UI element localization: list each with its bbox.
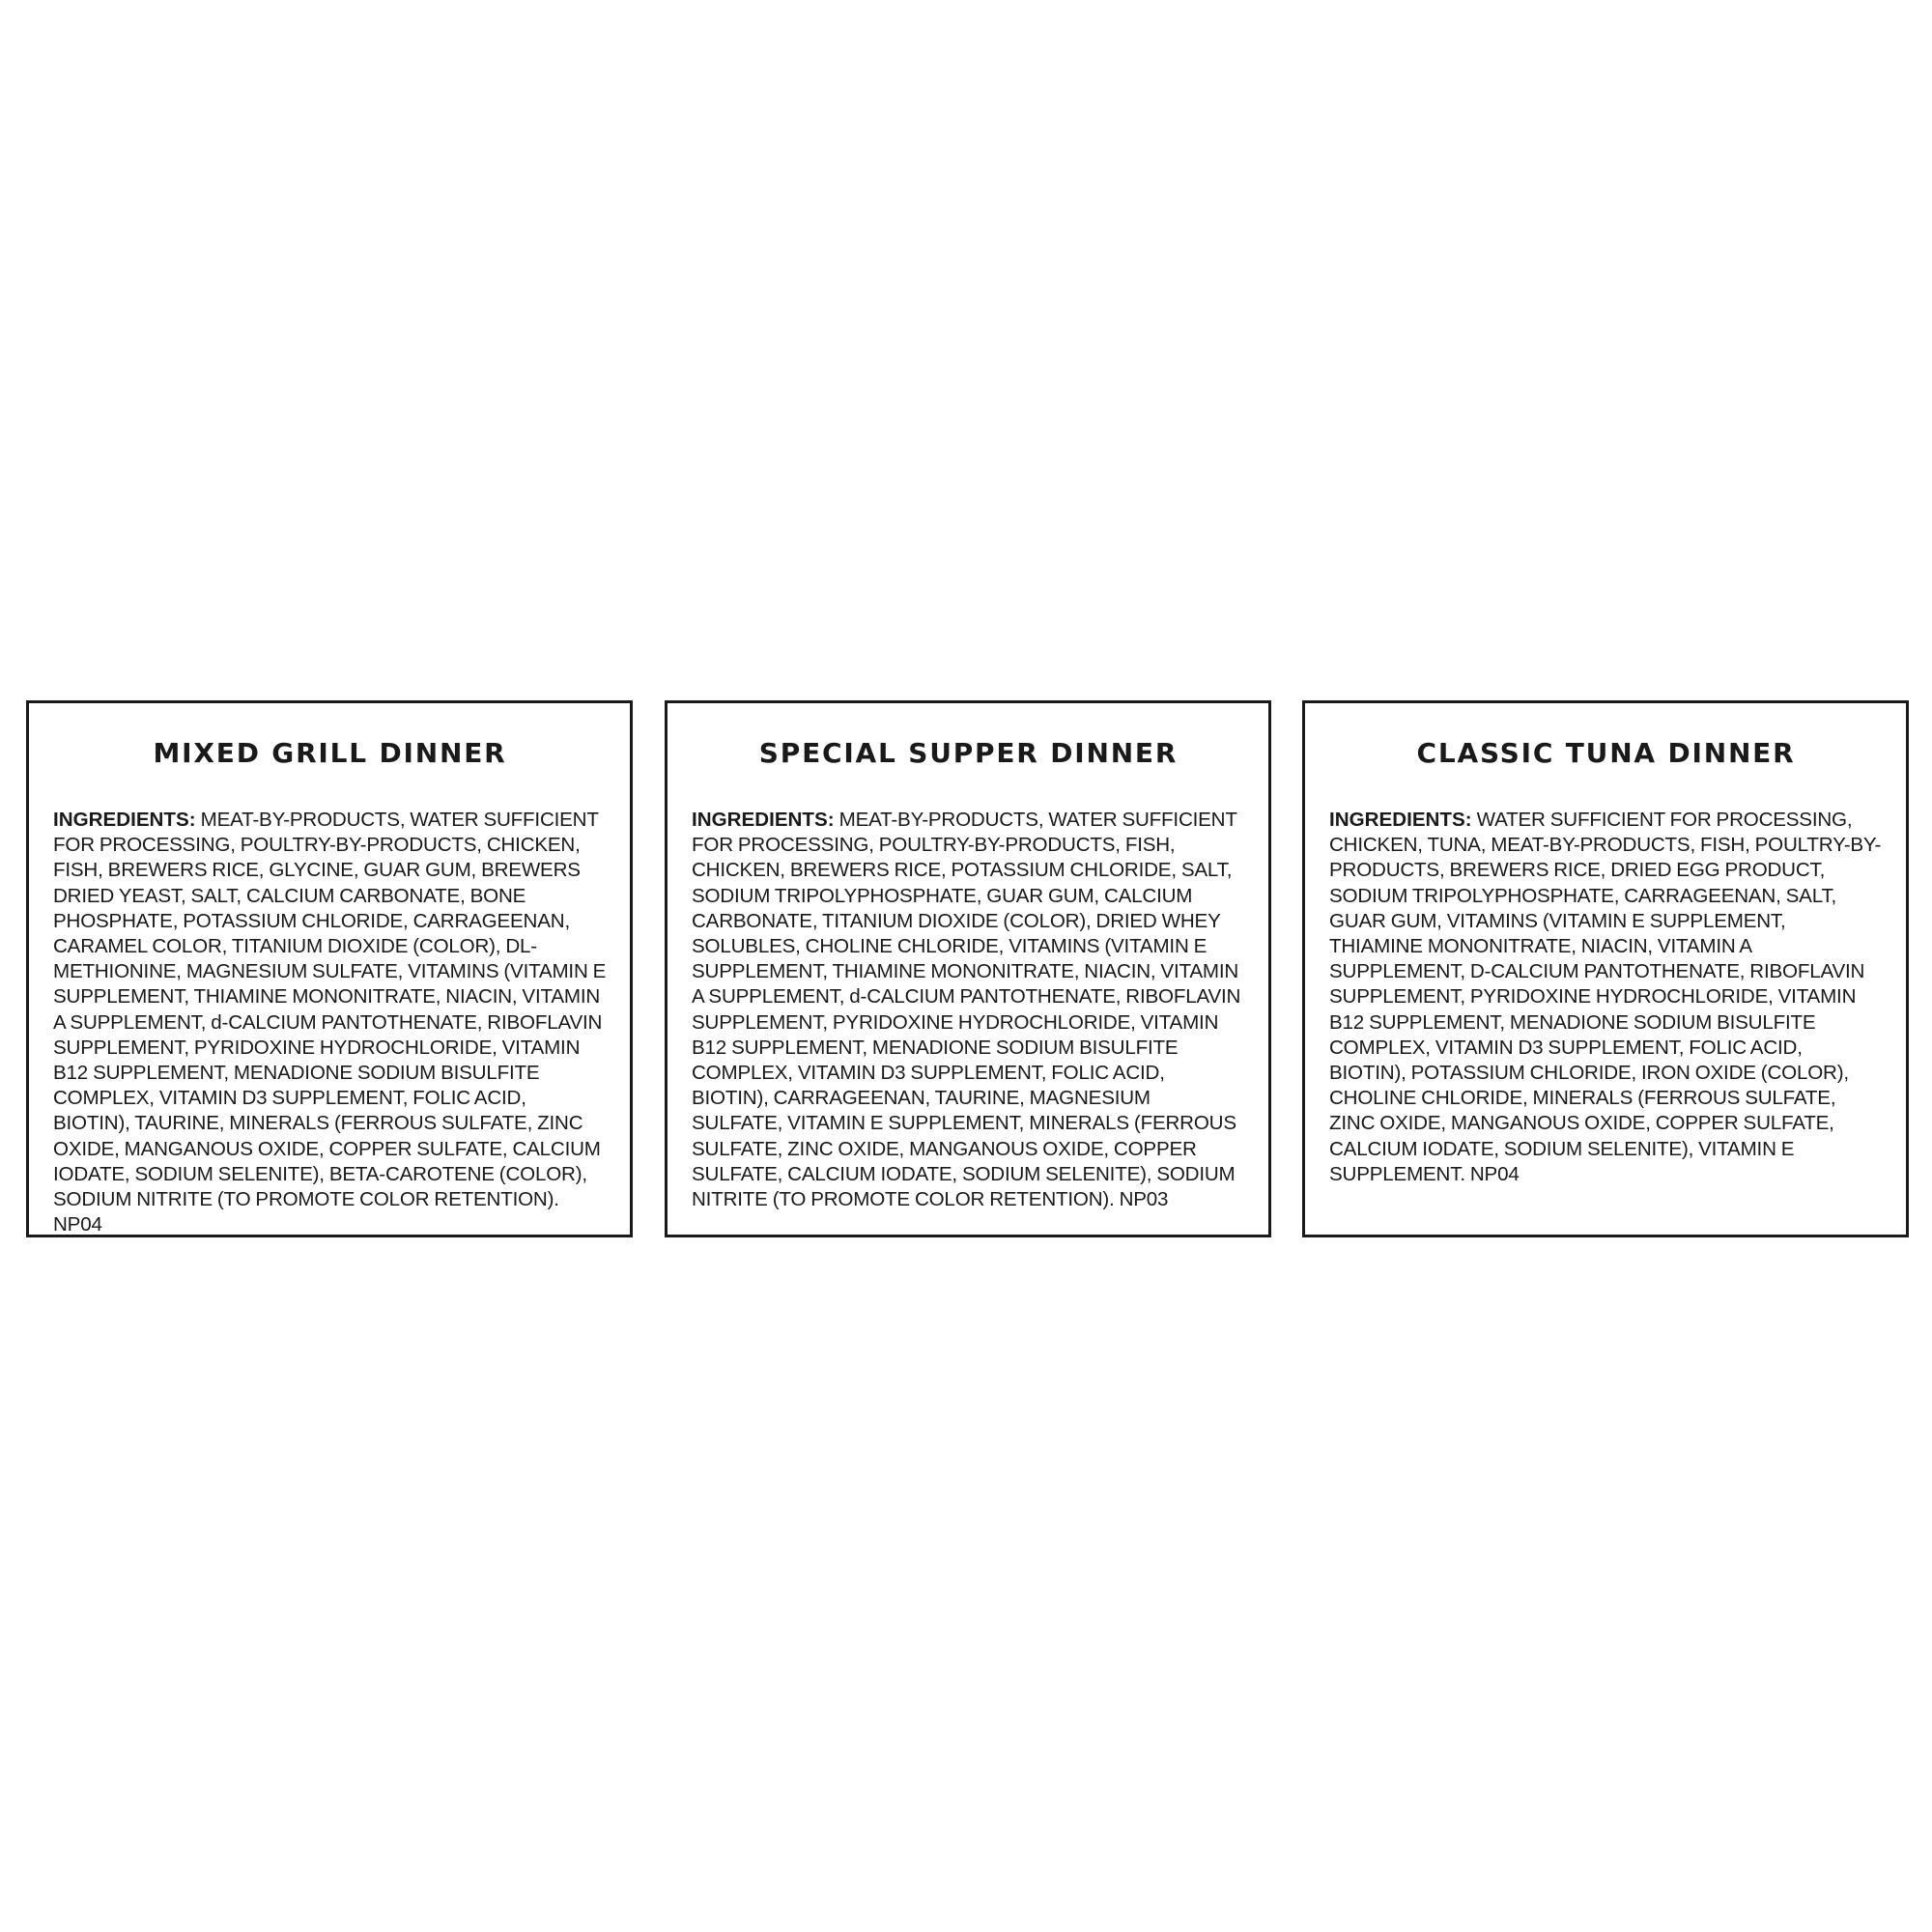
ingredients-text: WATER SUFFICIENT FOR PROCESSING, CHICKEN, TUNA, MEAT-BY-PRODUCTS, FISH, POULTRY-BY-PRODUCTS, BREWERS RICE, DRIED EGG PRODUCT, SODIUM TRIPOLYPHOSPHATE, CARRAGEENAN, SALT, GUAR GUM, VITAMINS (VITAMIN E SUPPLEMENT, THIAMINE MONONITRATE, NIACIN, VITAMIN A SUPPLEMENT, D-CALCIUM PANTOTHENATE, RIBOFLAVIN SUPPLEMENT, PYRIDOXINE HYDROCHLORIDE, VITAMIN B12 SUPPLEMENT, MENADIONE SODIUM BISULFITE COMPLEX, VITAMIN D3 SUPPLEMENT, FOLIC ACID, BIOTIN), POTASSIUM CHLORIDE, IRON OXIDE (COLOR), CHOLINE CHLORIDE, MINERALS (FERROUS SULFATE, ZINC OXIDE, MANGANOUS OXIDE, COPPER SULFATE, CALCIUM IODATE, SODIUM SELENITE), VITAMIN E SUPPLEMENT. NP04 (1329, 809, 1882, 1185)
ingredient-panel-mixed-grill (26, 700, 633, 1237)
ingredients-label: INGREDIENTS: (1329, 809, 1472, 831)
ingredients-label: INGREDIENTS: (53, 809, 196, 831)
ingredient-panel-special-supper (665, 700, 1271, 1237)
panel-title: SPECIAL SUPPER DINNER (758, 737, 1179, 769)
panel-title: MIXED GRILL DINNER (153, 737, 507, 769)
ingredients-label: INGREDIENTS: (692, 809, 835, 831)
ingredient-panel-classic-tuna (1302, 700, 1909, 1237)
ingredients-text: MEAT-BY-PRODUCTS, WATER SUFFICIENT FOR PROCESSING, POULTRY-BY-PRODUCTS, CHICKEN, FISH, BREWERS RICE, GLYCINE, GUAR GUM, BREWERS DRIED YEAST, SALT, CALCIUM CARBONATE, BONE PHOSPHATE, POTASSIUM CHLORIDE, CARRAGEENAN, CARAMEL COLOR, TITANIUM DIOXIDE (COLOR), DL-METHIONINE, MAGNESIUM SULFATE, VITAMINS (VITAMIN E SUPPLEMENT, THIAMINE MONONITRATE, NIACIN, VITAMIN A SUPPLEMENT, d-CALCIUM PANTOTHENATE, RIBOFLAVIN SUPPLEMENT, PYRIDOXINE HYDROCHLORIDE, VITAMIN B12 SUPPLEMENT, MENADIONE SODIUM BISULFITE COMPLEX, VITAMIN D3 SUPPLEMENT, FOLIC ACID, BIOTIN), TAURINE, MINERALS (FERROUS SULFATE, ZINC OXIDE, MANGANOUS OXIDE, COPPER SULFATE, CALCIUM IODATE, SODIUM SELENITE), BETA-CAROTENE (COLOR), SODIUM NITRITE (TO PROMOTE COLOR RETENTION). NP04 (53, 809, 607, 1236)
panel-title: CLASSIC TUNA DINNER (1416, 737, 1796, 769)
ingredients-paragraph (692, 808, 1245, 1212)
ingredients-text: MEAT-BY-PRODUCTS, WATER SUFFICIENT FOR PROCESSING, POULTRY-BY-PRODUCTS, FISH, CHICKEN, BREWERS RICE, POTASSIUM CHLORIDE, SALT, SODIUM TRIPOLYPHOSPHATE, GUAR GUM, CALCIUM CARBONATE, TITANIUM DIOXIDE (COLOR), DRIED WHEY SOLUBLES, CHOLINE CHLORIDE, VITAMINS (VITAMIN E SUPPLEMENT, THIAMINE MONONITRATE, NIACIN, VITAMIN A SUPPLEMENT, d-CALCIUM PANTOTHENATE, RIBOFLAVIN SUPPLEMENT, PYRIDOXINE HYDROCHLORIDE, VITAMIN B12 SUPPLEMENT, MENADIONE SODIUM BISULFITE COMPLEX, VITAMIN D3 SUPPLEMENT, FOLIC ACID, BIOTIN), CARRAGEENAN, TAURINE, MAGNESIUM SULFATE, VITAMIN E SUPPLEMENT, MINERALS (FERROUS SULFATE, ZINC OXIDE, MANGANOUS OXIDE, COPPER SULFATE, CALCIUM IODATE, SODIUM SELENITE), SODIUM NITRITE (TO PROMOTE COLOR RETENTION). NP03 (692, 809, 1241, 1211)
ingredients-paragraph (53, 808, 607, 1237)
ingredients-paragraph (1329, 808, 1883, 1187)
